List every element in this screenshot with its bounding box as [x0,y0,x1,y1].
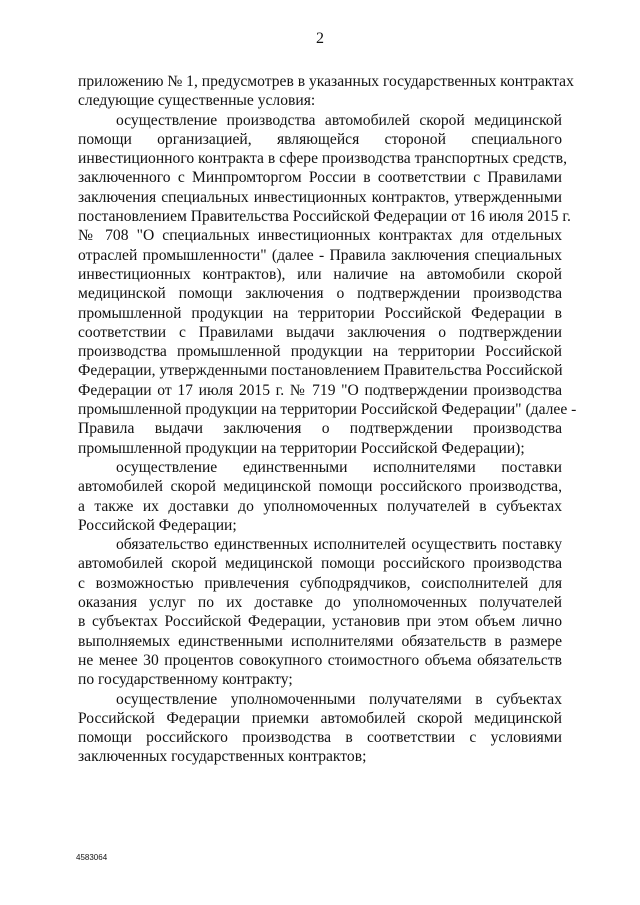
text-line: приложению № 1, предусмотрев в указанных государственных контрактах [78,73,574,90]
text-line: инвестиционного контракта в сфере производства транспортных средств, [78,150,568,168]
paragraph [78,111,577,458]
paragraph [78,535,562,689]
text-line: отраслей промышленности" (далее - Правила заключения специальных [78,246,562,264]
text-line: производства промышленной продукции на территории Российской [78,343,562,361]
text-line: автомобилей скорой медицинской помощи российского производства, [78,478,562,496]
text-line: Правила выдачи заключения о подтверждении производства [78,420,562,438]
page-number: 2 [316,30,324,47]
text-line: не менее 30 процентов совокупного стоимостного объема обязательств [78,651,562,669]
text-line: медицинской помощи заключения о подтверждении производства [78,285,562,303]
text-line: Федерации от 17 июля 2015 г. № 719 "О подтверждении производства [78,381,562,399]
text-line: обязательство единственных исполнителей осуществить поставку [116,536,562,554]
text-line: помощи российского производства в соответствии с условиями [78,729,562,747]
paragraph [78,72,574,111]
text-line: помощи организацией, являющейся стороной специального [78,130,562,148]
text-line: с возможностью привлечения субподрядчиков, соисполнителей для [78,574,562,592]
text-line: промышленной продукции на территории Российской Федерации); [78,439,525,457]
text-line: выполняемых единственными исполнителями обязательств в размере [78,632,562,650]
text-line: постановлением Правительства Российской Федерации от 16 июля 2015 г. [78,208,571,226]
text-line: автомобилей скорой медицинской помощи российского производства [78,555,562,573]
text-line: осуществление уполномоченными получателями в субъектах [116,690,562,708]
paragraph [78,458,562,535]
text-line: по государственному контракту; [78,671,293,689]
paragraph [78,690,562,767]
text-line: в субъектах Российской Федерации, установив при этом объем лично [78,613,562,631]
text-line: промышленной продукции на территории Российской Федерации" (далее - [78,401,577,419]
text-line: Российской Федерации приемки автомобилей скорой медицинской [78,709,562,727]
text-line: заключенных государственных контрактов; [78,748,367,766]
text-line: № 708 "О специальных инвестиционных контрактах для отдельных [78,227,562,245]
document-code: 4583064 [76,853,108,862]
text-line: а также их доставки до уполномоченных получателей в субъектах [78,497,562,515]
text-line: промышленной продукции на территории Российской Федерации в [78,304,562,322]
text-line: осуществление производства автомобилей скорой медицинской [116,111,562,129]
text-line: соответствии с Правилами выдачи заключения о подтверждении [78,323,562,341]
text-line: Российской Федерации; [78,516,237,534]
text-line: следующие существенные условия: [78,92,316,110]
text-line: заключенного с Минпромторгом России в соответствии с Правилами [78,169,562,187]
text-line: заключения специальных инвестиционных контрактов, утвержденными [78,188,562,206]
text-line: инвестиционных контрактов), или наличие на автомобили скорой [78,265,562,283]
text-line: оказания услуг по их доставке до уполномоченных получателей [78,594,562,612]
text-line: осуществление единственными исполнителями поставки [116,458,562,476]
document-body [78,72,577,767]
text-line: Федерации, утвержденными постановлением Правительства Российской [78,362,563,380]
